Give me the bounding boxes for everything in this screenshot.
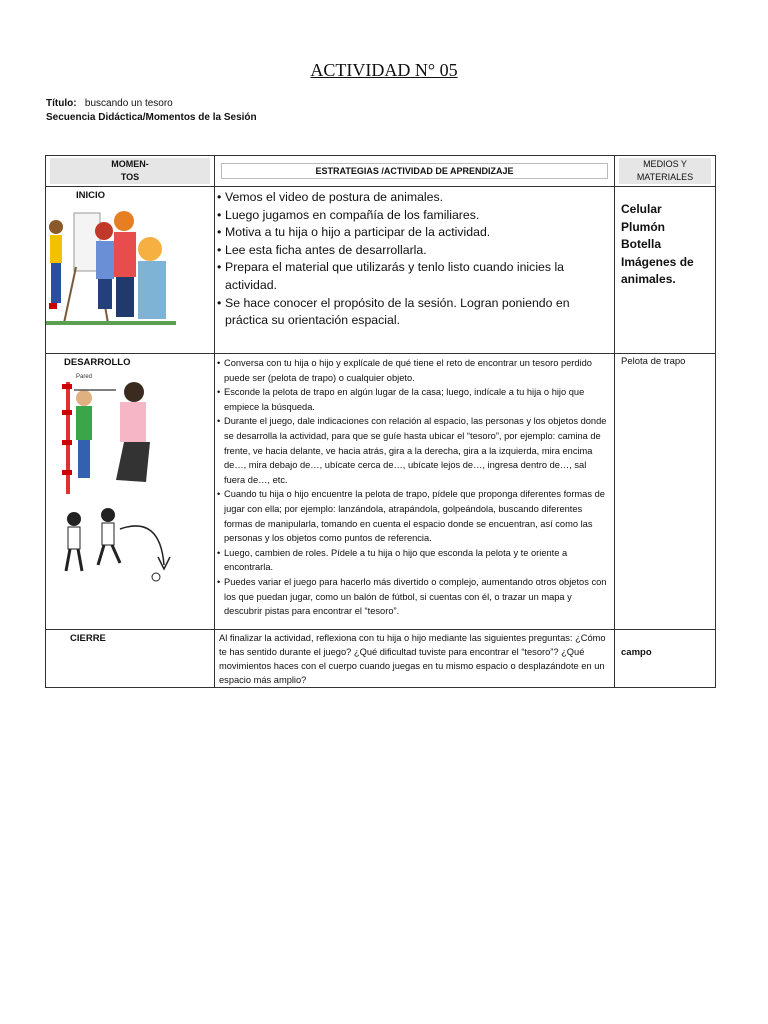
desarrollo-strategy-item: • Esconde la pelota de trapo en algún lugar de la casa; luego, indícale a tu hija o hijo que empiece la búsqueda.: [217, 385, 610, 414]
header-momentos-label: MOMEN- TOS: [111, 159, 149, 182]
cierre-materials: campo: [621, 647, 652, 658]
desarrollo-materials-cell: [615, 354, 716, 630]
row-inicio: [46, 187, 716, 354]
material-item: Celular: [621, 202, 662, 216]
inicio-strategy-item: • Vemos el video de postura de animales.: [217, 189, 610, 207]
page-title: ACTIVIDAD N° 05: [310, 60, 458, 80]
header-estrategias-cell: [215, 156, 615, 187]
inicio-strategy-item: • Lee esta ficha antes de desarrollarla.: [217, 242, 610, 260]
session-table: [45, 155, 716, 688]
titulo-value: buscando un tesoro: [84, 98, 173, 109]
desarrollo-materials: Pelota de trapo: [621, 356, 686, 367]
desarrollo-strategy-item: • Puedes variar el juego para hacerlo más divertido o complejo, aumentando otros objetos con los que puedan jugar, como un balón de fútbol, si cuentas con él, o trazar un mapa y descubrir pistas para encontrar el “tesoro”.: [217, 575, 610, 619]
desarrollo-strategy-item: • Luego, cambien de roles. Pídele a tu hija o hijo que esconda la pelota y te oriente a encontrarla.: [217, 546, 610, 575]
cierre-materials-cell: [615, 630, 716, 688]
inicio-materials: [615, 187, 715, 289]
header-momentos: [50, 158, 210, 184]
game-illustration: [60, 505, 190, 585]
cierre-moment-cell: [46, 630, 215, 688]
desarrollo-strategy-item: • Cuando tu hija o hijo encuentre la pelota de trapo, pídele que proponga diferentes formas de jugar con ella; por ejemplo: lanzándola, atrapándola, golpeándola, buscando diferentes formas de manipularla, tomando en cuenta el espacio donde se encuentran, así como las personas y los objetos como puntos de referencia.: [217, 487, 610, 545]
material-item: Botella: [621, 237, 662, 251]
measuring-illustration: [46, 370, 176, 500]
inicio-strategies-cell: [215, 187, 615, 354]
material-item: Plumón: [621, 219, 665, 234]
desarrollo-strategy-item: • Conversa con tu hija o hijo y explícale de qué tiene el reto de encontrar un tesoro perdido puede ser (pelota de trapo) o cualquier objeto.: [217, 356, 610, 385]
pared-label: Pared: [76, 374, 93, 380]
header-medios-label: MEDIOS Y MATERIALES: [636, 159, 694, 182]
inicio-strategy-item: • Luego jugamos en compañía de los familiares.: [217, 207, 610, 225]
inicio-strategy-list: [215, 187, 614, 330]
secuencia-heading: Secuencia Didáctica/Momentos de la Sesión: [46, 112, 257, 123]
header-row: [46, 156, 716, 187]
inicio-strategy-item: • Motiva a tu hija o hijo a participar de la actividad.: [217, 224, 610, 242]
titulo-line: [46, 98, 173, 109]
inicio-strategy-item: • Se hace conocer el propósito de la sesión. Logran poniendo en práctica su orientación espacial.: [217, 295, 610, 330]
header-medios-cell: [615, 156, 716, 187]
header-momentos-cell: [46, 156, 215, 187]
row-desarrollo: [46, 354, 716, 630]
cierre-text: Al finalizar la actividad, reflexiona con tu hija o hijo mediante las siguientes preguntas: ¿Cómo te has sentido durante el juego? ¿Qué dificultad tuviste para encontrar el “tesoro”? ¿Qué movimientos haces con el cuerpo cuando juegas en tu mismo espacio o desplazándote en un espacio más amplio?: [219, 633, 606, 685]
moment-inicio: INICIO: [76, 190, 106, 201]
moment-desarrollo: DESARROLLO: [64, 357, 131, 368]
moment-cierre: CIERRE: [70, 633, 106, 644]
desarrollo-moment-cell: [46, 354, 215, 630]
desarrollo-strategy-item: • Durante el juego, dale indicaciones con relación al espacio, las personas y los objetos donde se desarrolla la actividad, para que se guíe hasta ubicar el “tesoro”, por ejemplo: camina de frente, ve hacia delante, ve hacia atrás, gira a la derecha, gira a la izquierda, mira encima de…, mira debajo de…, ubícate cerca de…, ubícate lejos de…, ingresa dentro de…, sal fuera de…, etc.: [217, 414, 610, 487]
inicio-strategy-item: • Prepara el material que utilizarás y tenlo listo cuando inicies la actividad.: [217, 259, 610, 294]
header-estrategias: ESTRATEGIAS /ACTIVIDAD DE APRENDIZAJE: [221, 163, 608, 179]
family-illustration: [46, 205, 176, 330]
titulo-label: Título:: [46, 98, 77, 109]
material-item: Imágenes de animales.: [621, 254, 694, 286]
cierre-strategies-cell: [215, 630, 615, 688]
row-cierre: [46, 630, 716, 688]
inicio-moment-cell: [46, 187, 215, 354]
desarrollo-strategy-list: [215, 354, 614, 619]
header-medios: [619, 158, 711, 184]
desarrollo-strategies-cell: [215, 354, 615, 630]
inicio-materials-cell: [615, 187, 716, 354]
